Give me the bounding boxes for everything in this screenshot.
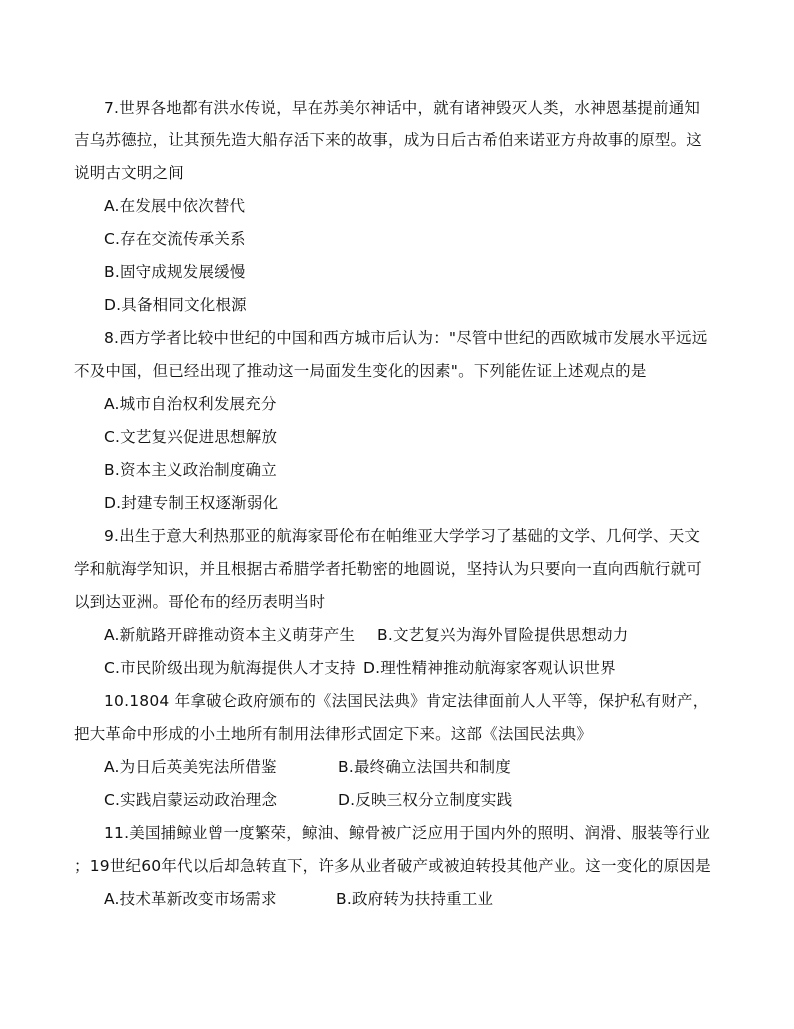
q10-option-b: B.最终确立法国共和制度 bbox=[338, 758, 511, 776]
q9-option-b: B.文艺复兴为海外冒险提供思想动力 bbox=[377, 626, 629, 644]
q11-option-a: A.技术革新改变市场需求 bbox=[104, 890, 277, 908]
q9-option-a: A.新航路开辟推动资本主义萌芽产生 bbox=[104, 626, 356, 644]
q9-stem-line-3: 以到达亚洲。哥伦布的经历表明当时 bbox=[74, 593, 326, 611]
q11-option-b: B.政府转为扶持重工业 bbox=[336, 890, 494, 908]
q10-option-a: A.为日后英美宪法所借鉴 bbox=[104, 758, 277, 776]
q10-stem-line-2: 把大革命中形成的小土地所有制用法律形式固定下来。这部《法国民法典》 bbox=[74, 725, 593, 743]
q10-option-c: C.实践启蒙运动政治理念 bbox=[104, 791, 278, 809]
q7-option-d: D.具备相同文化根源 bbox=[104, 296, 247, 314]
q11-stem-line-1: 11.美国捕鲸业曾一度繁荣，鲸油、鲸骨被广泛应用于国内外的照明、润滑、服装等行业 bbox=[104, 824, 711, 842]
q7-stem-line-1: 7.世界各地都有洪水传说，早在苏美尔神话中，就有诸神毁灭人类，水神恩基提前通知 bbox=[104, 99, 701, 117]
q9-stem-line-1: 9.出生于意大利热那亚的航海家哥伦布在帕维亚大学学习了基础的文学、几何学、天文 bbox=[104, 527, 701, 545]
q9-option-d: D.理性精神推动航海家客观认识世界 bbox=[363, 659, 616, 677]
q7-stem-line-3: 说明古文明之间 bbox=[74, 164, 184, 182]
q8-option-d: D.封建专制王权逐渐弱化 bbox=[104, 494, 279, 512]
q9-stem-line-2: 学和航海学知识，并且根据古希腊学者托勒密的地圆说，坚持认为只要向一直向西航行就可 bbox=[74, 560, 703, 578]
q11-stem-line-2: ；19世纪60年代以后却急转直下，许多从业者破产或被迫转投其他产业。这一变化的原因是 bbox=[74, 857, 711, 875]
q7-option-a: A.在发展中依次替代 bbox=[104, 197, 246, 215]
q10-stem-line-1: 10.1804 年拿破仑政府颁布的《法国民法典》肯定法律面前人人平等，保护私有财产， bbox=[104, 692, 709, 710]
q9-option-c: C.市民阶级出现为航海提供人才支持 bbox=[104, 659, 356, 677]
q10-option-d: D.反映三权分立制度实践 bbox=[338, 791, 513, 809]
q8-stem-line-2: 不及中国，但已经出现了推动这一局面发生变化的因素"。下列能佐证上述观点的是 bbox=[74, 362, 647, 380]
q8-option-c: C.文艺复兴促进思想解放 bbox=[104, 428, 278, 446]
q7-option-b: B.固守成规发展缓慢 bbox=[104, 263, 246, 281]
q7-stem-line-2: 吉乌苏德拉，让其预先造大船存活下来的故事，成为日后古希伯来诺亚方舟故事的原型。这 bbox=[74, 131, 703, 149]
q8-stem-line-1: 8.西方学者比较中世纪的中国和西方城市后认为："尽管中世纪的西欧城市发展水平远远 bbox=[104, 329, 708, 347]
q8-option-b: B.资本主义政治制度确立 bbox=[104, 461, 277, 479]
q7-option-c: C.存在交流传承关系 bbox=[104, 230, 246, 248]
q8-option-a: A.城市自治权利发展充分 bbox=[104, 395, 277, 413]
